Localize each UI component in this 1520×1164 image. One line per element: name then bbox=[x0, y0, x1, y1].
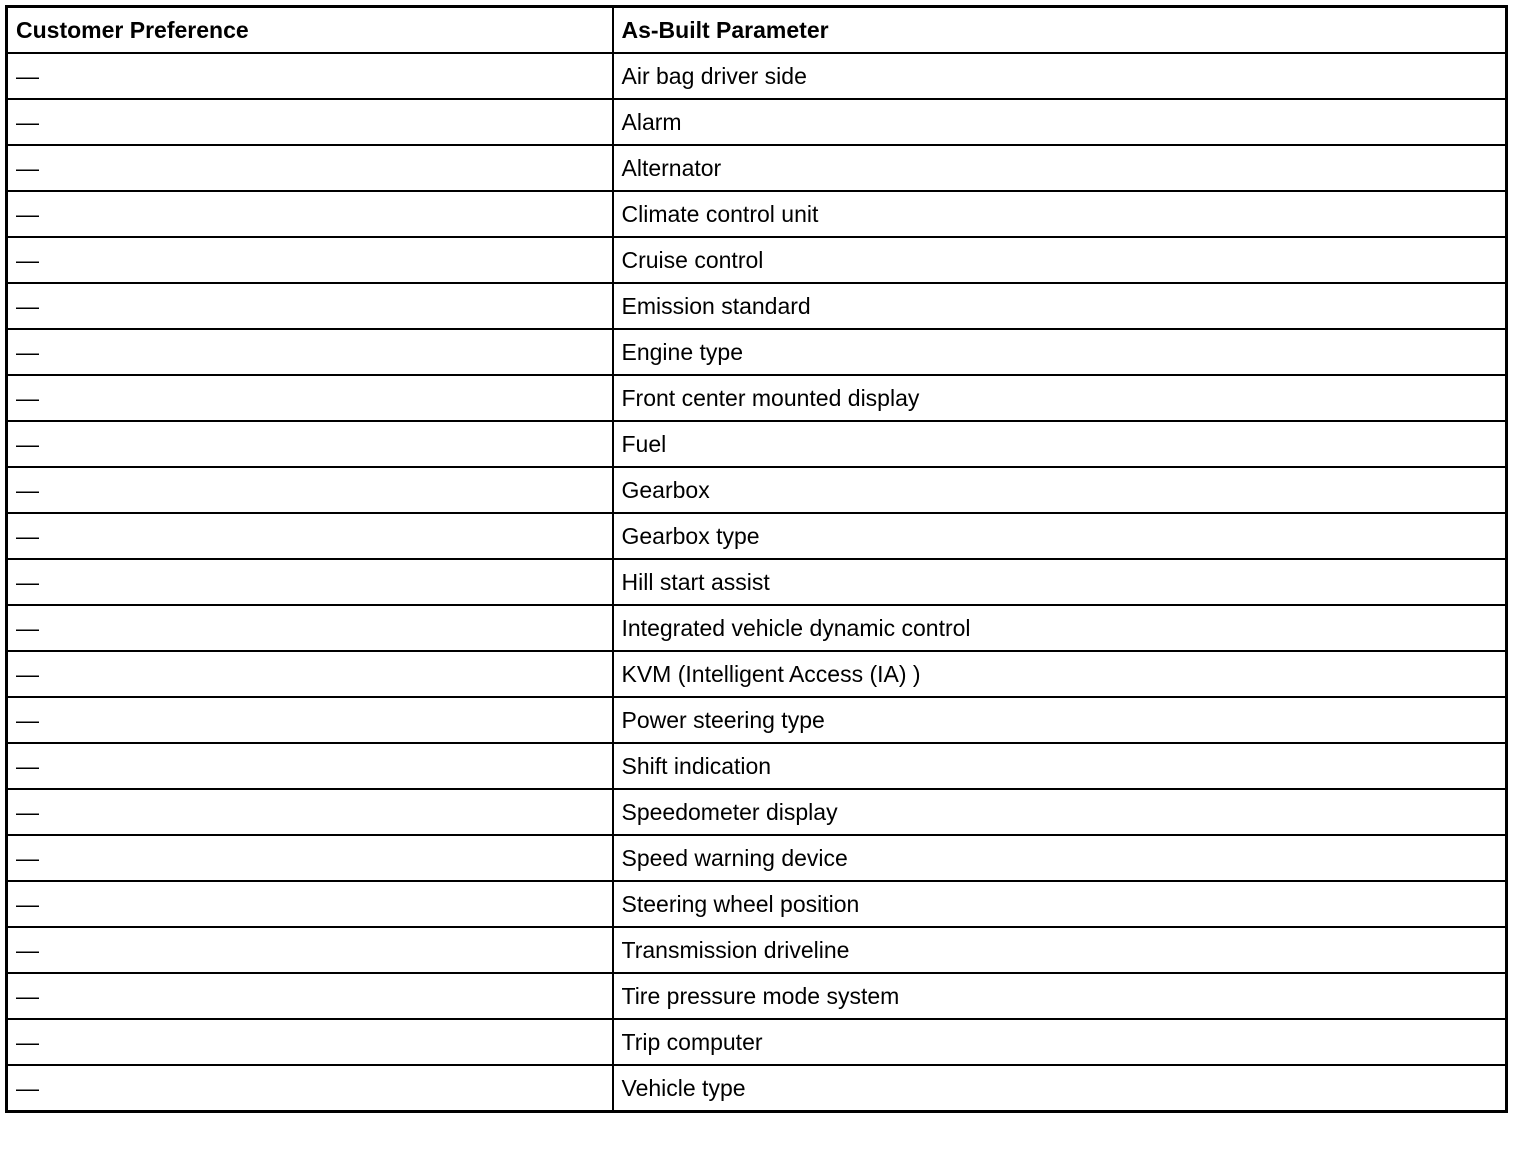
table-row bbox=[7, 467, 1507, 513]
as-built-parameter-cell: Vehicle type bbox=[613, 1065, 1507, 1112]
column-header-customer-preference: Customer Preference bbox=[7, 7, 613, 54]
table-row bbox=[7, 191, 1507, 237]
customer-preference-cell: — bbox=[7, 835, 613, 881]
customer-preference-cell: — bbox=[7, 283, 613, 329]
table-row bbox=[7, 881, 1507, 927]
table-row bbox=[7, 1019, 1507, 1065]
table-row bbox=[7, 973, 1507, 1019]
as-built-parameter-cell: Transmission driveline bbox=[613, 927, 1507, 973]
customer-preference-cell: — bbox=[7, 99, 613, 145]
customer-preference-cell: — bbox=[7, 973, 613, 1019]
as-built-parameter-cell: Emission standard bbox=[613, 283, 1507, 329]
customer-preference-cell: — bbox=[7, 467, 613, 513]
as-built-parameter-cell: Speedometer display bbox=[613, 789, 1507, 835]
as-built-parameter-cell: Gearbox bbox=[613, 467, 1507, 513]
table-row bbox=[7, 99, 1507, 145]
table-row bbox=[7, 283, 1507, 329]
table-row bbox=[7, 375, 1507, 421]
as-built-parameter-cell: Cruise control bbox=[613, 237, 1507, 283]
as-built-parameter-cell: Engine type bbox=[613, 329, 1507, 375]
as-built-parameter-cell: Gearbox type bbox=[613, 513, 1507, 559]
as-built-parameter-cell: Trip computer bbox=[613, 1019, 1507, 1065]
table-body bbox=[7, 53, 1507, 1112]
as-built-parameter-cell: Integrated vehicle dynamic control bbox=[613, 605, 1507, 651]
as-built-parameter-cell: KVM (Intelligent Access (IA) ) bbox=[613, 651, 1507, 697]
table-row bbox=[7, 743, 1507, 789]
customer-preference-cell: — bbox=[7, 697, 613, 743]
table-row bbox=[7, 789, 1507, 835]
customer-preference-cell: — bbox=[7, 927, 613, 973]
table-row bbox=[7, 927, 1507, 973]
customer-preference-cell: — bbox=[7, 145, 613, 191]
customer-preference-cell: — bbox=[7, 881, 613, 927]
as-built-parameter-cell: Fuel bbox=[613, 421, 1507, 467]
table-row bbox=[7, 53, 1507, 99]
customer-preference-cell: — bbox=[7, 1019, 613, 1065]
customer-preference-cell: — bbox=[7, 743, 613, 789]
table-row bbox=[7, 145, 1507, 191]
as-built-parameter-cell: Tire pressure mode system bbox=[613, 973, 1507, 1019]
table-row bbox=[7, 559, 1507, 605]
customer-preference-cell: — bbox=[7, 1065, 613, 1112]
customer-preference-cell: — bbox=[7, 789, 613, 835]
as-built-parameter-cell: Air bag driver side bbox=[613, 53, 1507, 99]
customer-preference-cell: — bbox=[7, 375, 613, 421]
customer-preference-cell: — bbox=[7, 513, 613, 559]
table-row bbox=[7, 835, 1507, 881]
customer-preference-cell: — bbox=[7, 191, 613, 237]
table-row bbox=[7, 513, 1507, 559]
as-built-parameter-cell: Power steering type bbox=[613, 697, 1507, 743]
as-built-parameter-cell: Climate control unit bbox=[613, 191, 1507, 237]
table-row bbox=[7, 237, 1507, 283]
customer-preference-cell: — bbox=[7, 605, 613, 651]
customer-preference-cell: — bbox=[7, 53, 613, 99]
as-built-parameter-cell: Steering wheel position bbox=[613, 881, 1507, 927]
customer-preference-cell: — bbox=[7, 421, 613, 467]
table-row bbox=[7, 651, 1507, 697]
as-built-parameter-cell: Front center mounted display bbox=[613, 375, 1507, 421]
table-row bbox=[7, 329, 1507, 375]
as-built-parameter-cell: Hill start assist bbox=[613, 559, 1507, 605]
as-built-parameter-cell: Alternator bbox=[613, 145, 1507, 191]
table-row bbox=[7, 1065, 1507, 1112]
as-built-parameter-cell: Speed warning device bbox=[613, 835, 1507, 881]
as-built-parameter-cell: Alarm bbox=[613, 99, 1507, 145]
table-row bbox=[7, 421, 1507, 467]
parameter-table bbox=[5, 5, 1508, 1113]
table-row bbox=[7, 697, 1507, 743]
as-built-parameter-cell: Shift indication bbox=[613, 743, 1507, 789]
customer-preference-cell: — bbox=[7, 237, 613, 283]
column-header-as-built-parameter: As-Built Parameter bbox=[613, 7, 1507, 54]
customer-preference-cell: — bbox=[7, 651, 613, 697]
customer-preference-cell: — bbox=[7, 329, 613, 375]
customer-preference-cell: — bbox=[7, 559, 613, 605]
table-row bbox=[7, 605, 1507, 651]
table-header-row bbox=[7, 7, 1507, 54]
